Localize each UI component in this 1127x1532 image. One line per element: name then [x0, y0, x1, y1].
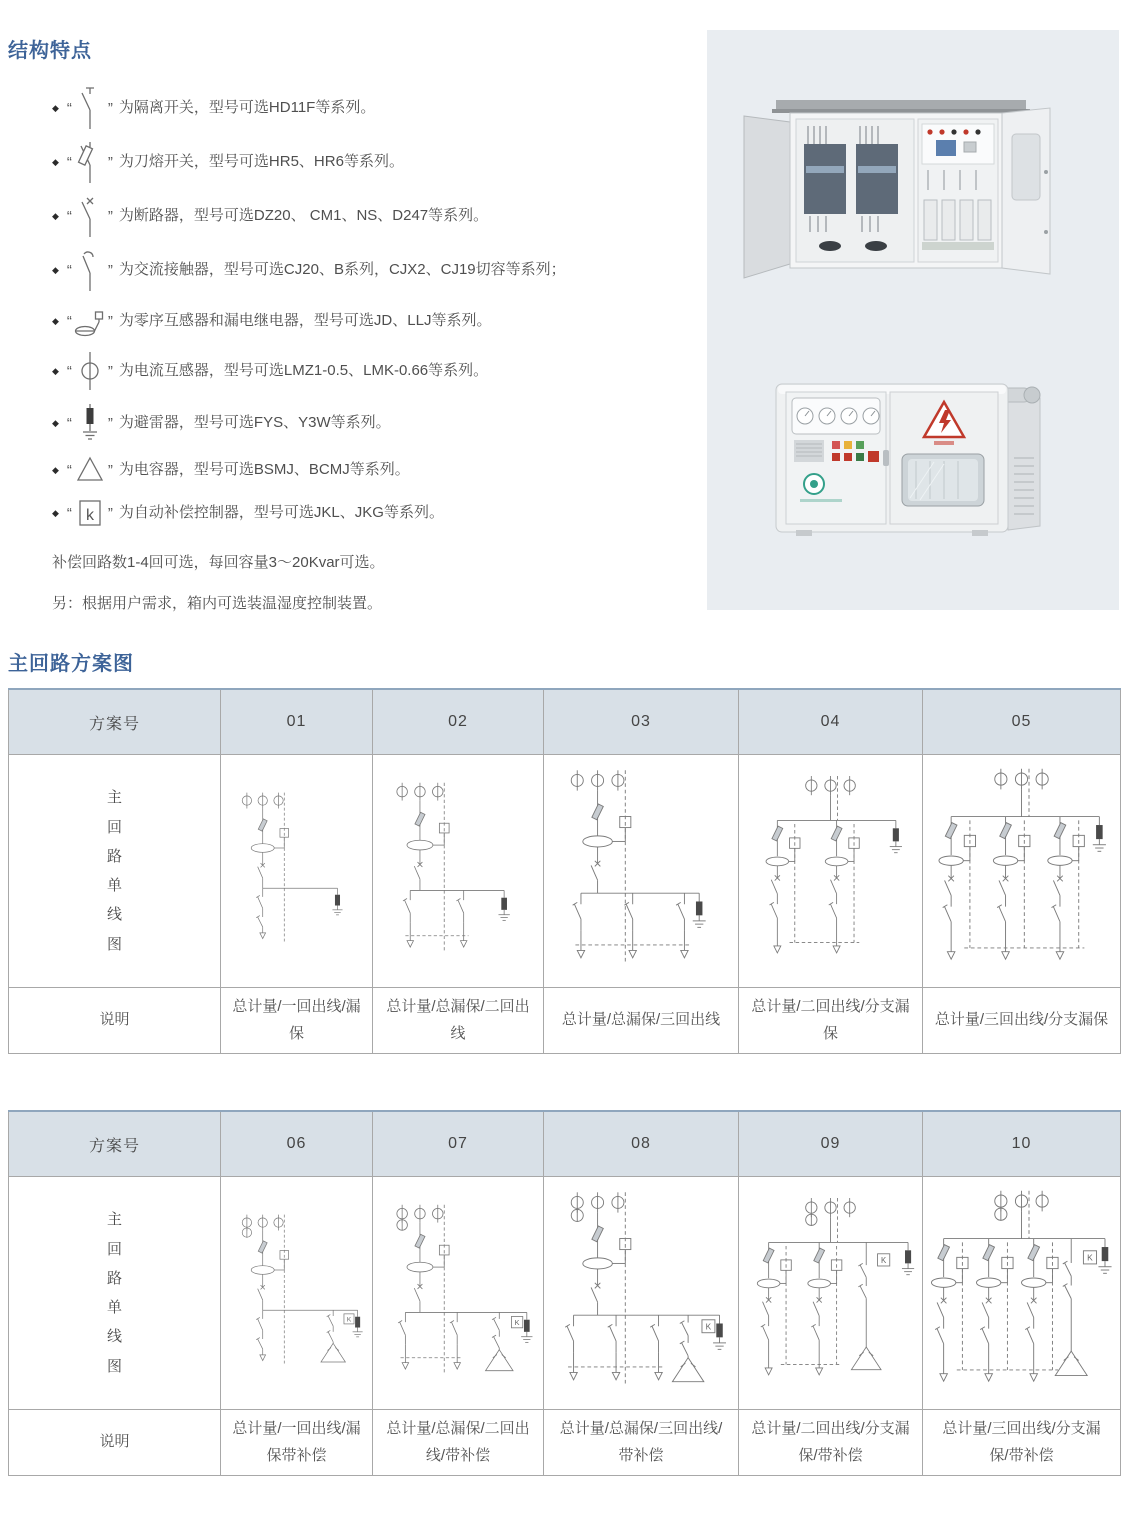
feature-text: 为零序互感器和漏电继电器，型号可选JD、LLJ等系列。	[118, 312, 492, 330]
bullet-diamond-icon: ◆	[52, 464, 59, 475]
scheme-desc-cell: 总计量/三回出线/分支漏保	[923, 988, 1121, 1054]
scheme-diagram	[221, 758, 372, 984]
scheme-table-2	[8, 1110, 1121, 1476]
scheme-diagram	[739, 758, 922, 984]
feature-text: 为避雷器，型号可选FYS、Y3W等系列。	[118, 414, 391, 432]
scheme-number-header: 方案号	[9, 1111, 221, 1177]
scheme-number-cell: 05	[923, 689, 1121, 755]
scheme-diagram-cell	[373, 1177, 544, 1410]
feature-item	[52, 139, 707, 185]
feature-item	[52, 85, 707, 131]
bullet-diamond-icon: ◆	[52, 210, 59, 221]
structure-features-section	[8, 30, 707, 613]
close-quote: ”	[107, 261, 113, 279]
open-quote: “	[66, 362, 72, 380]
scheme-diagram-cell	[923, 1177, 1121, 1410]
scheme-desc-cell: 总计量/总漏保/二回出线	[373, 988, 544, 1054]
scheme-desc-cell: 总计量/一回出线/漏保带补偿	[221, 1410, 373, 1476]
open-quote: “	[66, 461, 72, 479]
feature-item	[52, 401, 707, 445]
description-header: 说明	[9, 988, 221, 1054]
close-quote: ”	[107, 362, 113, 380]
row-label-single-line-diagram	[9, 755, 221, 988]
scheme-diagram-cell	[544, 755, 739, 988]
scheme-diagram-cell	[544, 1177, 739, 1410]
feature-item	[52, 349, 707, 393]
product-photo-stainless-box	[748, 358, 1078, 568]
feature-item	[52, 301, 707, 341]
vertical-row-label: 主回路单线图	[106, 789, 122, 953]
feature-item	[52, 495, 707, 531]
svg-text:K: K	[514, 1317, 520, 1327]
close-quote: ”	[107, 414, 113, 432]
feature-text: 为电容器，型号可选BSMJ、BCMJ等系列。	[118, 461, 410, 479]
scheme-diagram-cell	[221, 1177, 373, 1410]
open-quote: “	[66, 99, 72, 117]
close-quote: ”	[107, 312, 113, 330]
scheme-number-cell: 07	[373, 1111, 544, 1177]
arrester-icon	[73, 401, 107, 445]
svg-text:k: k	[85, 507, 94, 524]
close-quote: ”	[107, 207, 113, 225]
bullet-diamond-icon: ◆	[52, 417, 59, 428]
features-list	[8, 85, 707, 531]
product-photo-open-cabinet	[738, 82, 1088, 312]
knife-fuse-switch-icon	[73, 139, 107, 185]
scheme-diagram	[221, 1180, 372, 1406]
svg-text:K: K	[346, 1316, 352, 1324]
bullet-diamond-icon: ◆	[52, 264, 59, 275]
open-quote: “	[66, 414, 72, 432]
bullet-diamond-icon: ◆	[52, 102, 59, 113]
scheme-diagram-cell	[739, 755, 923, 988]
section-title-structure: 结构特点	[8, 40, 92, 62]
feature-text: 为交流接触器，型号可选CJ20、B系列，CJX2、CJ19切容等系列；	[118, 261, 566, 279]
feature-text: 为电流互感器，型号可选LMZ1-0.5、LMK-0.66等系列。	[118, 362, 489, 380]
feature-item	[52, 453, 707, 487]
scheme-table-1	[8, 688, 1121, 1054]
scheme-diagram-cell	[373, 755, 544, 988]
product-photo-panel	[707, 30, 1119, 610]
ac-contactor-icon	[73, 247, 107, 293]
svg-text:K: K	[705, 1321, 712, 1332]
scheme-desc-cell: 总计量/总漏保/三回出线/带补偿	[544, 1410, 739, 1476]
scheme-diagram	[739, 1180, 922, 1406]
scheme-desc-cell: 总计量/一回出线/漏保	[221, 988, 373, 1054]
row-label-single-line-diagram	[9, 1177, 221, 1410]
open-quote: “	[66, 207, 72, 225]
feature-text: 为隔离开关，型号可选HD11F等系列。	[118, 99, 376, 117]
scheme-diagram	[373, 758, 543, 984]
note-humidity-control: 另：根据用户需求，箱内可选装温湿度控制装置。	[52, 595, 383, 612]
feature-text: 为刀熔开关，型号可选HR5、HR6等系列。	[118, 153, 404, 171]
note-compensation-loops: 补偿回路数1-4回可选，每回容量3～20Kvar可选。	[52, 554, 385, 571]
scheme-number-header: 方案号	[9, 689, 221, 755]
close-quote: ”	[107, 153, 113, 171]
scheme-number-cell: 02	[373, 689, 544, 755]
svg-text:K: K	[1087, 1252, 1093, 1263]
scheme-tables	[0, 688, 1127, 1476]
description-header: 说明	[9, 1410, 221, 1476]
scheme-desc-cell: 总计量/三回出线/分支漏保/带补偿	[923, 1410, 1121, 1476]
bullet-diamond-icon: ◆	[52, 156, 59, 167]
scheme-number-cell: 04	[739, 689, 923, 755]
scheme-number-cell: 08	[544, 1111, 739, 1177]
bullet-diamond-icon: ◆	[52, 507, 59, 518]
scheme-number-cell: 09	[739, 1111, 923, 1177]
compensation-controller-icon	[73, 495, 107, 531]
circuit-breaker-icon	[73, 193, 107, 239]
scheme-diagram-cell	[739, 1177, 923, 1410]
scheme-desc-cell: 总计量/二回出线/分支漏保/带补偿	[739, 1410, 923, 1476]
capacitor-icon	[73, 453, 107, 487]
open-quote: “	[66, 504, 72, 522]
current-transformer-icon	[73, 349, 107, 393]
close-quote: ”	[107, 99, 113, 117]
open-quote: “	[66, 153, 72, 171]
scheme-number-cell: 06	[221, 1111, 373, 1177]
scheme-diagram-cell	[221, 755, 373, 988]
scheme-diagram	[544, 1180, 738, 1406]
feature-item	[52, 193, 707, 239]
scheme-number-cell: 01	[221, 689, 373, 755]
isolator-switch-icon	[73, 85, 107, 131]
close-quote: ”	[107, 461, 113, 479]
scheme-number-cell: 03	[544, 689, 739, 755]
open-quote: “	[66, 261, 72, 279]
bullet-diamond-icon: ◆	[52, 315, 59, 326]
bullet-diamond-icon: ◆	[52, 365, 59, 376]
feature-item	[52, 247, 707, 293]
scheme-diagram	[544, 758, 738, 984]
vertical-row-label: 主回路单线图	[106, 1211, 122, 1375]
feature-text: 为断路器，型号可选DZ20、 CM1、NS、D247等系列。	[118, 207, 489, 225]
section-title-main-circuit: 主回路方案图	[8, 653, 134, 675]
scheme-diagram	[923, 1180, 1120, 1406]
zero-sequence-ct-icon	[73, 301, 107, 341]
scheme-desc-cell: 总计量/总漏保/三回出线	[544, 988, 739, 1054]
svg-text:K: K	[881, 1255, 887, 1265]
open-quote: “	[66, 312, 72, 330]
scheme-diagram-cell	[923, 755, 1121, 988]
scheme-desc-cell: 总计量/二回出线/分支漏保	[739, 988, 923, 1054]
scheme-diagram	[923, 758, 1120, 984]
top-section	[0, 0, 1127, 613]
close-quote: ”	[107, 504, 113, 522]
feature-text: 为自动补偿控制器，型号可选JKL、JKG等系列。	[118, 504, 444, 522]
scheme-diagram	[373, 1180, 543, 1406]
scheme-desc-cell: 总计量/总漏保/二回出线/带补偿	[373, 1410, 544, 1476]
scheme-number-cell: 10	[923, 1111, 1121, 1177]
